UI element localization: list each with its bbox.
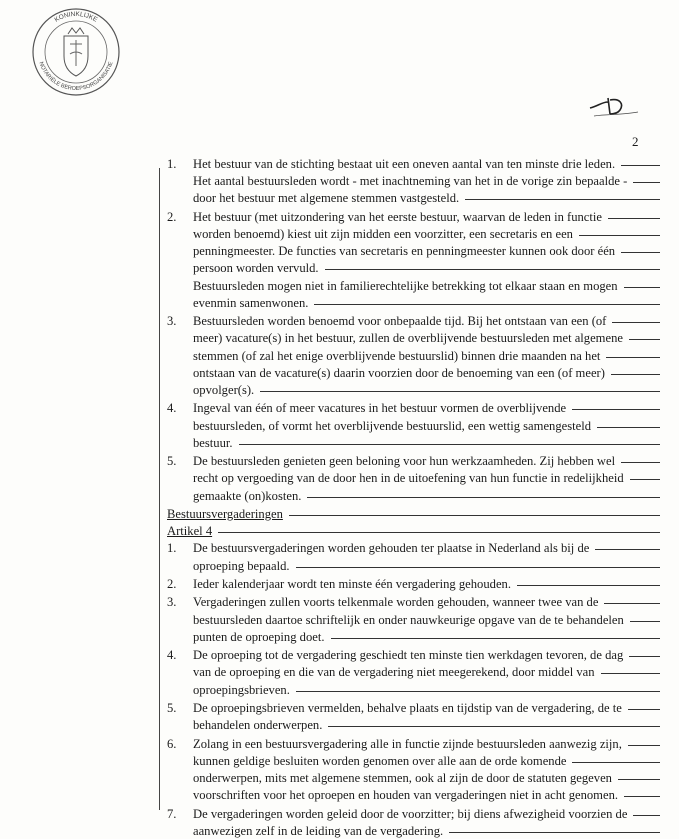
fill-dash [624,287,660,288]
fill-dash [633,815,660,816]
item-line: worden benoemd) kiest uit zijn midden een voorzitter, een secretaris en een [193,227,573,241]
fill-dash [601,673,660,674]
fill-dash [606,357,660,358]
item-number: 2. [167,209,177,224]
fill-dash [612,322,660,323]
item-line: bestuur. [193,435,233,450]
item-line: bestuursleden daartoe schriftelijk en onder nauwkeurige opgave van de te behandelen [193,612,624,627]
item-line: bestuursleden, of vormt het overblijvende bestuurslid, een wettig samengesteld [193,418,592,433]
item-line: Ingeval van één of meer vacatures in het bestuur vormen de overblijvende [193,401,567,416]
fill-dash [465,199,660,200]
fill-dash [621,165,660,166]
fill-dash [608,218,660,219]
item-number: 1. [167,541,177,556]
item-line: aanwezigen zelf in de leiding van de vergadering. [193,823,444,838]
fill-dash [314,304,660,305]
fill-dash [579,235,660,236]
item-line: gemaakte (on)kosten. [193,488,302,503]
item-line: punten de oproeping doet. [193,629,325,644]
fill-dash [572,762,660,763]
handwritten-initial [588,94,648,120]
item-line: Ieder kalenderjaar wordt ten minste één vergadering gehouden. [193,577,511,591]
fill-dash [331,638,660,639]
item-line: voorschriften voor het oproepen en houden van vergaderingen niet in acht genomen. [193,788,619,803]
item-number: 3. [167,314,177,329]
notary-seal [30,6,122,98]
page-number: 2 [632,134,639,149]
item-line: Zolang in een bestuursvergadering alle in functie zijnde bestuursleden aanwezig zijn, [193,736,622,751]
item-line: penningmeester. De functies van secretaris en penningmeester kunnen ook door één [193,244,616,259]
svg-text:KONINKLIJKE [53,11,99,24]
item-line: behandelen onderwerpen. [193,718,323,733]
fill-dash [597,427,660,428]
item-line: Bestuursleden mogen niet in familierechtelijke betrekking tot elkaar staan en mogen [193,278,618,293]
item-line: De bestuursvergaderingen worden gehouden ter plaatse in Nederland als bij de [193,541,590,556]
item-number: 7. [167,806,177,821]
fill-dash [449,832,660,833]
item-number: 2. [167,577,177,591]
fill-dash [630,479,660,480]
item-line: Vergaderingen zullen voorts telkenmale worden gehouden, wanneer twee van de [193,595,599,610]
fill-dash [633,182,660,183]
fill-dash [218,532,660,533]
item-line: oproepingsbrieven. [193,682,290,697]
item-line: De bestuursleden genieten geen beloning voor hun werkzaamheden. Zij hebben wel [193,454,616,469]
fill-dash [289,515,660,516]
fill-dash [604,603,660,604]
item-line: De oproeping tot de vergadering geschiedt ten minste tien werkdagen tevoren, de dag [193,648,624,663]
item-number: 5. [167,454,177,469]
fill-dash [239,444,660,445]
item-line: ontstaan van de vacature(s) daarin voorzien door de benoeming van een (of meer) [193,365,605,380]
item-line: oproeping bepaald. [193,558,290,573]
fill-dash [628,709,660,710]
item-line: stemmen (of zal het enige overblijvende bestuurslid) binnen drie maanden na het [193,348,601,363]
item-line: onderwerpen, mits met algemene stemmen, ook al zijn de door de statuten gegeven [193,771,612,785]
article-heading: Artikel 4 [167,524,213,539]
fill-dash [611,374,660,375]
item-number: 5. [167,701,177,715]
fill-dash [595,549,660,550]
fill-dash [517,585,660,586]
fill-dash [628,745,660,746]
seal-top-text: KONINKLIJKE [53,10,99,24]
item-line: door het bestuur met algemene stemmen vastgesteld. [193,191,460,206]
item-number: 4. [167,648,177,663]
section-heading: Bestuursvergaderingen [167,507,283,521]
fill-dash [629,656,660,657]
item-line: persoon worden vervuld. [193,261,319,276]
item-line: De oproepingsbrieven vermelden, behalve plaats en tijdstip van de vergadering, de te [193,701,622,715]
item-line: Het bestuur (met uitzondering van het eerste bestuur, waarvan de leden in functie [193,209,602,224]
fill-dash [307,497,660,498]
item-number: 6. [167,736,177,751]
item-line: De vergaderingen worden geleid door de voorzitter; bij diens afwezigheid voorzien de [193,806,628,821]
item-line: opvolger(s). [193,383,255,397]
item-number: 3. [167,595,177,610]
item-line: meer) vacature(s) in het bestuur, zullen de overblijvende bestuursleden met algemene [193,331,623,346]
fill-dash [325,269,660,270]
item-line: recht op vergoeding van de door hen in de uitoefening van hun functie in redelijkheid [193,471,624,486]
fill-dash [629,339,660,340]
fill-dash [621,462,660,463]
fill-dash [328,726,660,727]
fill-dash [630,621,660,622]
item-line: kunnen geldige besluiten worden genomen over alle aan de orde komende [193,753,567,768]
item-number: 4. [167,401,177,416]
fill-dash [296,567,660,568]
item-line: Bestuursleden worden benoemd voor onbepaalde tijd. Bij het ontstaan van een (of [193,314,607,329]
item-line: Het aantal bestuursleden wordt - met inachtneming van het in de vorige zin bepaalde - [193,174,628,189]
fill-dash [296,691,660,692]
fill-dash [572,409,660,410]
item-line: van de oproeping en die van de vergadering niet meegerekend, door middel van [193,665,595,680]
fill-dash [624,796,660,797]
margin-line [159,168,160,810]
fill-dash [618,779,660,780]
seal-bottom-text: NOTARIËLE BEROEPSORGANISATIE [37,61,115,93]
item-line: Het bestuur van de stichting bestaat uit een oneven aantal van ten minste drie leden. [193,157,616,171]
fill-dash [260,391,660,392]
item-number: 1. [167,157,177,171]
item-line: evenmin samenwonen. [193,295,309,310]
fill-dash [621,252,660,253]
